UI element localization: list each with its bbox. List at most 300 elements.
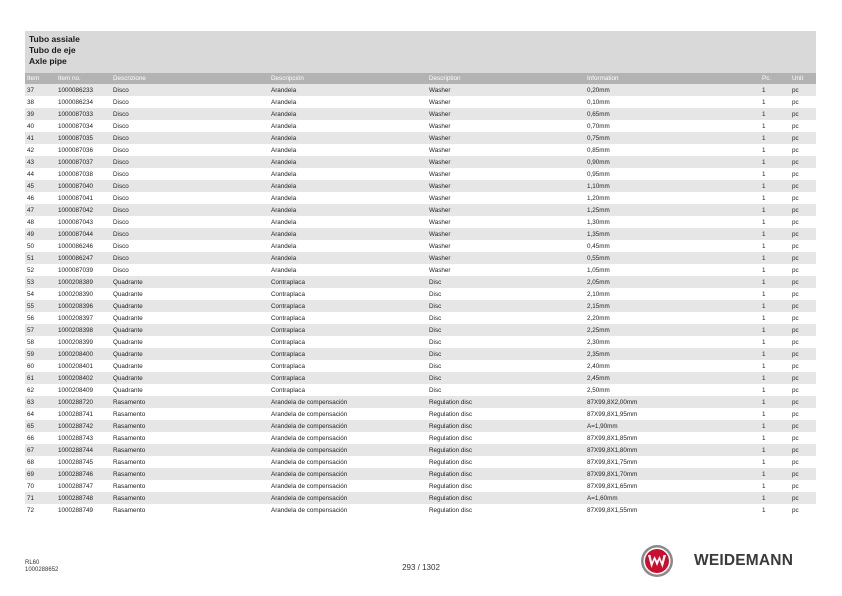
cell-unit: pc [792,266,799,274]
cell-descripcion: Arandela [271,266,297,274]
cell-unit: pc [792,314,799,322]
cell-item: 52 [27,266,35,274]
cell-information: 0,75mm [585,132,760,144]
cell-description: Disc [429,362,442,370]
cell-descrizione: Disco [113,242,129,250]
cell-description: Disc [429,338,442,346]
cell-descrizione: Quadrante [111,324,269,336]
cell-descrizione: Rasamento [111,468,269,480]
table-row [25,300,816,312]
cell-description: Regulation disc [427,468,585,480]
cell-descripcion: Arandela de compensación [271,506,348,514]
table-row [25,216,816,228]
cell-pc: 1 [762,314,766,322]
table-row [25,336,816,348]
cell-description: Washer [427,252,585,264]
cell-item: 46 [27,194,35,202]
cell-information: 2,20mm [587,314,610,322]
cell-descripcion: Arandela [271,98,297,106]
cell-pc: 1 [760,300,790,312]
cell-item: 64 [27,410,35,418]
cell-descrizione: Rasamento [111,420,269,432]
cell-item-no: 1000087033 [56,108,111,120]
cell-descrizione: Disco [111,180,269,192]
cell-item: 48 [27,218,35,226]
cell-pc: 1 [760,84,790,96]
cell-pc: 1 [760,468,790,480]
footer-doc-number: 1000288652 [25,567,59,573]
cell-descripcion: Arandela de compensación [269,468,427,480]
cell-descripcion: Arandela de compensación [271,434,348,442]
table-row [25,204,816,216]
cell-item: 61 [25,372,56,384]
column-header-item-no: Item no. [56,73,111,84]
cell-pc: 1 [762,122,766,130]
cell-information: 2,50mm [587,386,610,394]
cell-information: 0,70mm [587,122,610,130]
cell-item: 43 [25,156,56,168]
cell-descrizione: Quadrante [111,276,269,288]
cell-item: 39 [25,108,56,120]
table-row [25,444,816,456]
table-row [25,396,816,408]
cell-descrizione: Rasamento [111,492,269,504]
cell-pc: 1 [760,420,790,432]
cell-information: 0,65mm [585,108,760,120]
cell-descripcion: Arandela de compensación [271,458,348,466]
cell-item-no: 1000288745 [58,458,94,466]
cell-descrizione: Quadrante [111,300,269,312]
cell-unit: pc [792,506,799,514]
cell-descrizione: Disco [111,252,269,264]
table-row [25,168,816,180]
cell-unit: pc [790,132,816,144]
column-header-description: Description [427,73,585,84]
table-row [25,312,816,324]
table-row [25,372,816,384]
cell-pc: 1 [762,338,766,346]
title-italian: Tubo assiale [29,34,80,44]
cell-descripcion: Arandela [269,204,427,216]
cell-unit: pc [792,362,799,370]
cell-information: 87X99,8X1,70mm [585,468,760,480]
cell-item-no: 1000086246 [58,242,94,250]
cell-descripcion: Contraplaca [269,372,427,384]
cell-description: Regulation disc [427,396,585,408]
cell-descripcion: Contraplaca [269,276,427,288]
cell-information: 0,90mm [585,156,760,168]
cell-descrizione: Disco [111,156,269,168]
table-header-row [25,73,816,84]
table-row [25,96,816,108]
cell-pc: 1 [762,194,766,202]
cell-descrizione: Disco [111,132,269,144]
cell-pc: 1 [762,266,766,274]
cell-descrizione: Rasamento [111,444,269,456]
cell-item-no: 1000087043 [58,218,94,226]
cell-unit: pc [790,84,816,96]
table-row [25,408,816,420]
cell-item-no: 1000208397 [58,314,94,322]
cell-descrizione: Disco [113,98,129,106]
cell-descripcion: Arandela [271,170,297,178]
cell-descripcion: Contraplaca [271,290,305,298]
cell-description: Disc [429,290,442,298]
cell-descripcion: Contraplaca [271,314,305,322]
cell-pc: 1 [760,324,790,336]
cell-information: 87X99,8X1,75mm [587,458,638,466]
cell-item: 45 [25,180,56,192]
cell-descripcion: Arandela [269,228,427,240]
cell-descripcion: Arandela [271,122,297,130]
cell-description: Washer [427,132,585,144]
cell-pc: 1 [762,458,766,466]
title-block [25,31,816,73]
cell-pc: 1 [760,132,790,144]
cell-descrizione: Disco [111,108,269,120]
table-row [25,384,816,396]
cell-unit: pc [792,338,799,346]
cell-item-no: 1000208390 [58,290,94,298]
cell-description: Washer [429,266,451,274]
cell-information: 87X99,8X1,65mm [587,482,638,490]
cell-description: Washer [429,122,451,130]
table-row [25,84,816,96]
cell-information: 87X99,8X1,85mm [587,434,638,442]
cell-item: 38 [27,98,35,106]
cell-information: 1,10mm [585,180,760,192]
cell-description: Regulation disc [429,434,473,442]
cell-descrizione: Quadrante [113,290,143,298]
cell-descrizione: Disco [113,218,129,226]
cell-pc: 1 [762,410,766,418]
cell-descrizione: Rasamento [113,434,146,442]
cell-information: 0,55mm [585,252,760,264]
cell-unit: pc [792,194,799,202]
cell-pc: 1 [762,290,766,298]
cell-pc: 1 [762,434,766,442]
cell-descripcion: Arandela [269,132,427,144]
cell-unit: pc [790,276,816,288]
cell-description: Regulation disc [427,444,585,456]
cell-descripcion: Contraplaca [269,324,427,336]
cell-item-no: 1000288743 [58,434,94,442]
cell-description: Regulation disc [427,492,585,504]
table-row [25,348,816,360]
cell-item-no: 1000288742 [56,420,111,432]
table-row [25,492,816,504]
cell-information: A=1,90mm [585,420,760,432]
cell-item-no: 1000288746 [56,468,111,480]
cell-description: Disc [427,276,585,288]
cell-pc: 1 [762,386,766,394]
cell-item-no: 1000288744 [56,444,111,456]
cell-item: 62 [27,386,35,394]
cell-item-no: 1000086233 [56,84,111,96]
cell-pc: 1 [762,98,766,106]
cell-descrizione: Disco [111,204,269,216]
cell-item: 54 [27,290,35,298]
cell-description: Washer [427,84,585,96]
cell-pc: 1 [760,204,790,216]
cell-information: 0,95mm [587,170,610,178]
table-row [25,264,816,276]
cell-unit: pc [790,348,816,360]
cell-item-no: 1000208400 [56,348,111,360]
cell-description: Washer [427,228,585,240]
cell-item: 57 [25,324,56,336]
cell-description: Disc [427,300,585,312]
cell-description: Washer [427,180,585,192]
cell-information: 2,10mm [587,290,610,298]
cell-item-no: 1000208389 [56,276,111,288]
cell-item: 53 [25,276,56,288]
title-english: Axle pipe [29,56,67,66]
cell-item: 55 [25,300,56,312]
cell-information: 87X99,8X1,95mm [587,410,638,418]
weidemann-w-logo-icon [640,544,676,578]
cell-descripcion: Arandela [269,108,427,120]
cell-descrizione: Rasamento [113,482,146,490]
cell-item-no: 1000208402 [56,372,111,384]
cell-descrizione: Disco [113,146,129,154]
cell-item: 58 [27,338,35,346]
cell-information: 87X99,8X1,80mm [585,444,760,456]
cell-unit: pc [792,98,799,106]
cell-descripcion: Arandela de compensación [269,492,427,504]
cell-unit: pc [790,396,816,408]
cell-item-no: 1000208409 [58,386,94,394]
cell-descrizione: Quadrante [113,386,143,394]
parts-table-container [25,73,816,516]
cell-description: Regulation disc [429,506,473,514]
cell-descripcion: Arandela de compensación [269,396,427,408]
cell-item-no: 1000087037 [56,156,111,168]
table-row [25,108,816,120]
cell-pc: 1 [762,506,766,514]
cell-item-no: 1000087038 [58,170,94,178]
column-header-descripcion: Descripción [269,73,427,84]
cell-item: 44 [27,170,35,178]
cell-pc: 1 [760,372,790,384]
cell-description: Disc [427,348,585,360]
table-row [25,360,816,372]
cell-pc: 1 [760,492,790,504]
cell-descrizione: Quadrante [113,362,143,370]
cell-description: Regulation disc [429,410,473,418]
table-row [25,120,816,132]
cell-item-no: 1000087035 [56,132,111,144]
cell-descrizione: Rasamento [113,506,146,514]
cell-pc: 1 [762,146,766,154]
cell-descripcion: Arandela [269,252,427,264]
page-number: 293 / 1302 [402,563,440,572]
cell-description: Washer [429,242,451,250]
cell-item-no: 1000087044 [56,228,111,240]
cell-descripcion: Contraplaca [271,386,305,394]
table-row [25,504,816,516]
cell-information: 0,10mm [587,98,610,106]
cell-information: 2,45mm [585,372,760,384]
cell-descrizione: Disco [111,228,269,240]
cell-unit: pc [792,386,799,394]
cell-pc: 1 [760,276,790,288]
cell-item-no: 1000086234 [58,98,94,106]
cell-item-no: 1000087041 [58,194,94,202]
cell-item: 37 [25,84,56,96]
cell-information: 87X99,8X1,55mm [587,506,638,514]
cell-unit: pc [792,290,799,298]
cell-unit: pc [790,444,816,456]
cell-unit: pc [792,482,799,490]
cell-information: 0,45mm [587,242,610,250]
column-header-pc: Pc. [760,73,790,84]
cell-item: 59 [25,348,56,360]
cell-descrizione: Disco [113,266,129,274]
cell-pc: 1 [762,362,766,370]
cell-unit: pc [792,458,799,466]
cell-unit: pc [790,180,816,192]
cell-descripcion: Contraplaca [269,348,427,360]
cell-description: Regulation disc [427,420,585,432]
table-row [25,480,816,492]
column-header-information: Information [585,73,760,84]
cell-information: A=1,60mm [585,492,760,504]
table-row [25,324,816,336]
cell-description: Disc [429,386,442,394]
cell-descrizione: Quadrante [113,338,143,346]
cell-item: 50 [27,242,35,250]
cell-unit: pc [790,372,816,384]
cell-item: 72 [27,506,35,514]
cell-item: 67 [25,444,56,456]
table-row [25,468,816,480]
cell-descripcion: Contraplaca [271,362,305,370]
cell-item: 65 [25,420,56,432]
table-row [25,420,816,432]
cell-unit: pc [792,218,799,226]
cell-unit: pc [790,204,816,216]
weidemann-logo [640,544,816,578]
cell-information: 1,05mm [587,266,610,274]
cell-item-no: 1000288741 [58,410,94,418]
cell-descripcion: Contraplaca [271,338,305,346]
cell-description: Washer [429,170,451,178]
column-header-unit: Unit [790,73,816,84]
cell-descrizione: Quadrante [113,314,143,322]
cell-item-no: 1000208396 [56,300,111,312]
cell-item-no: 1000087039 [58,266,94,274]
cell-descrizione: Disco [111,84,269,96]
cell-item: 49 [25,228,56,240]
cell-descripcion: Arandela de compensación [269,444,427,456]
cell-item-no: 1000208398 [56,324,111,336]
cell-information: 2,25mm [585,324,760,336]
cell-information: 2,15mm [585,300,760,312]
cell-item: 42 [27,146,35,154]
cell-information: 0,20mm [585,84,760,96]
cell-item-no: 1000288747 [58,482,94,490]
cell-descripcion: Arandela [271,242,297,250]
table-row [25,456,816,468]
cell-information: 1,20mm [587,194,610,202]
cell-item: 60 [27,362,35,370]
cell-descrizione: Disco [113,194,129,202]
table-row [25,432,816,444]
table-row [25,240,816,252]
cell-item: 63 [25,396,56,408]
cell-item-no: 1000208399 [58,338,94,346]
cell-item: 41 [25,132,56,144]
cell-descrizione: Disco [113,122,129,130]
cell-description: Washer [429,98,451,106]
cell-item: 56 [27,314,35,322]
cell-descripcion: Arandela de compensación [271,482,348,490]
cell-information: 1,25mm [585,204,760,216]
cell-description: Washer [429,194,451,202]
cell-pc: 1 [762,218,766,226]
cell-pc: 1 [760,348,790,360]
cell-item-no: 1000087040 [56,180,111,192]
table-row [25,180,816,192]
cell-description: Disc [427,372,585,384]
table-row [25,192,816,204]
cell-pc: 1 [762,170,766,178]
cell-pc: 1 [762,482,766,490]
cell-unit: pc [792,170,799,178]
cell-information: 2,40mm [587,362,610,370]
cell-unit: pc [790,156,816,168]
cell-description: Disc [429,314,442,322]
cell-description: Washer [429,146,451,154]
cell-item: 51 [25,252,56,264]
cell-unit: pc [790,324,816,336]
cell-item: 70 [27,482,35,490]
cell-descripcion: Arandela [269,84,427,96]
cell-description: Washer [427,108,585,120]
cell-pc: 1 [760,252,790,264]
cell-descrizione: Disco [113,170,129,178]
table-row [25,252,816,264]
cell-unit: pc [790,420,816,432]
cell-description: Washer [427,204,585,216]
cell-description: Regulation disc [429,458,473,466]
cell-descrizione: Quadrante [111,348,269,360]
cell-pc: 1 [760,108,790,120]
cell-description: Regulation disc [429,482,473,490]
cell-item-no: 1000086247 [56,252,111,264]
cell-unit: pc [790,492,816,504]
cell-unit: pc [792,242,799,250]
parts-table [25,73,816,516]
cell-unit: pc [792,146,799,154]
cell-unit: pc [790,108,816,120]
cell-descrizione: Rasamento [113,410,146,418]
cell-descripcion: Arandela [269,156,427,168]
cell-description: Washer [427,156,585,168]
cell-descripcion: Contraplaca [269,300,427,312]
cell-pc: 1 [760,156,790,168]
table-row [25,288,816,300]
cell-unit: pc [790,468,816,480]
cell-descripcion: Arandela [271,194,297,202]
cell-descripcion: Arandela de compensación [269,420,427,432]
cell-item-no: 1000288749 [58,506,94,514]
cell-item: 71 [25,492,56,504]
table-row [25,228,816,240]
cell-descrizione: Rasamento [111,396,269,408]
cell-description: Washer [429,218,451,226]
